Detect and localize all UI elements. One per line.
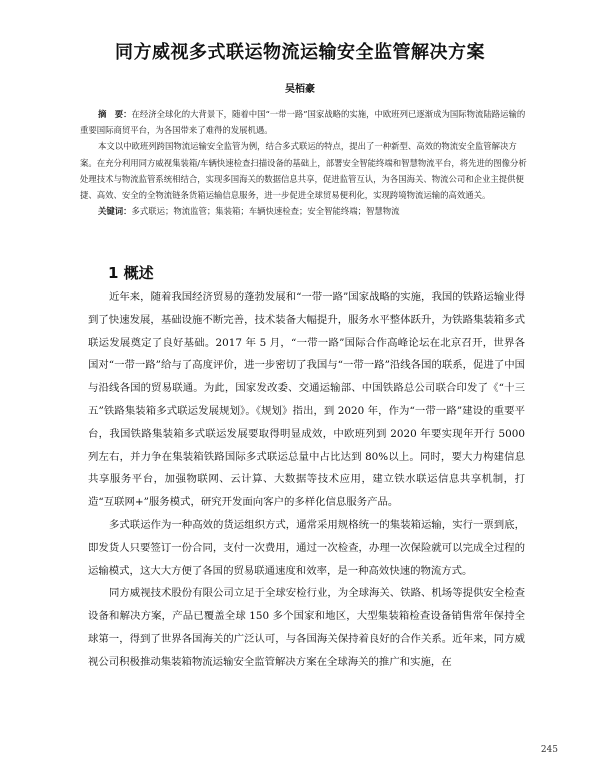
abstract-label: 摘 要：: [98, 109, 132, 119]
keywords-paragraph: [80, 203, 532, 219]
abstract-text: 在经济全球化的大背景下，随着中国“一带一路”国家战略的实施，中欧班列已逐渐成为国际物流陆路运输的重要国际商贸平台，为各国带来了难得的发展机遇。: [80, 109, 526, 136]
body-paragraph: 多式联运作为一种高效的货运组织方式，通常采用规格统一的集装箱运输，实行一票到底，即发货人只要签订一份合同，支付一次费用，通过一次检查，办理一次保险就可以完成全过程的运输模式，这大大方便了各国的贸易联通速度和效率，是一种高效快速的物流方式。: [88, 518, 525, 577]
abstract-text: 本文以中欧班列跨国物流运输安全监管为例，结合多式联运的特点，提出了一种新型、高效的物流安全监管解决方案。在充分利用同方威视集装箱/车辆快速检查扫描设备的基础上，部署安全智能终端和智慧物流平台，将先进的图像分析处理技术与物流监管系统相结合，实现多国海关的数据信息共享，促进监管互认，为各国海关、物流公司和企业主提供便捷、高效、安全的全物流链条货箱运输信息服务，进一步促进全球贸易便利化，实现跨境物流运输的高效通关。: [80, 141, 527, 201]
body-paragraph: 同方威视技术股份有限公司立足于全球安检行业，为全球海关、铁路、机场等提供安全检查设备和解决方案，产品已覆盖全球 150 多个国家和地区，大型集装箱检查设备销售常年保持全球第一，得到了世界各国海关的广泛认可，与各国海关保持着良好的合作关系。近年来，同方威视公司积极推动集装箱物流运输安全监管解决方案在全球海关的推广和实施，在: [88, 587, 525, 668]
paper-title: 同方威视多式联运物流运输安全监管解决方案: [115, 42, 485, 63]
page-number: 245: [540, 745, 558, 755]
author-name: 吴栢豪: [285, 84, 315, 95]
section-heading: 1 概述: [108, 264, 154, 282]
abstract-paragraph: [80, 106, 532, 138]
keywords-label: 关键词：: [98, 206, 132, 217]
abstract-paragraph: [80, 138, 532, 203]
keywords-text: 多式联运；物流监管；集装箱；车辆快速检查；安全智能终端；智慧物流: [131, 206, 400, 217]
body-paragraph: 近年来，随着我国经济贸易的蓬勃发展和“一带一路”国家战略的实施，我国的铁路运输业得到了快速发展，基础设施不断完善，技术装备大幅提升，服务水平整体跃升，为铁路集装箱多式联运发展奠定了良好基础。2017 年 5 月，“一带一路”国际合作高峰论坛在北京召开，世界各国对“一带一路”给与了高度评价，进一步密切了我国与“一带一路”沿线各国的联系，促进了中国与沿线各国的贸易联通。为此，国家发改委、交通运输部、中国铁路总公司联合印发了《“十三五”铁路集装箱多式联运发展规划》。《规划》指出，到 2020 年，作为“一带一路”建设的重要平台，我国铁路集装箱多式联运发展要取得明显成效，中欧班列到 2020 年要实现年开行 5000 列左右，并力争在集装箱铁路国际多式联运总量中占比达到 80%以上。同时，要大力构建信息共享服务平台，加强物联网、云计算、大数据等技术应用，建立铁水联运信息共享机制，打造“互联网+”服务模式，研究开发面向客户的多样化信息服务产品。: [88, 291, 525, 509]
section-body: [88, 286, 525, 674]
abstract-block: [80, 106, 532, 219]
